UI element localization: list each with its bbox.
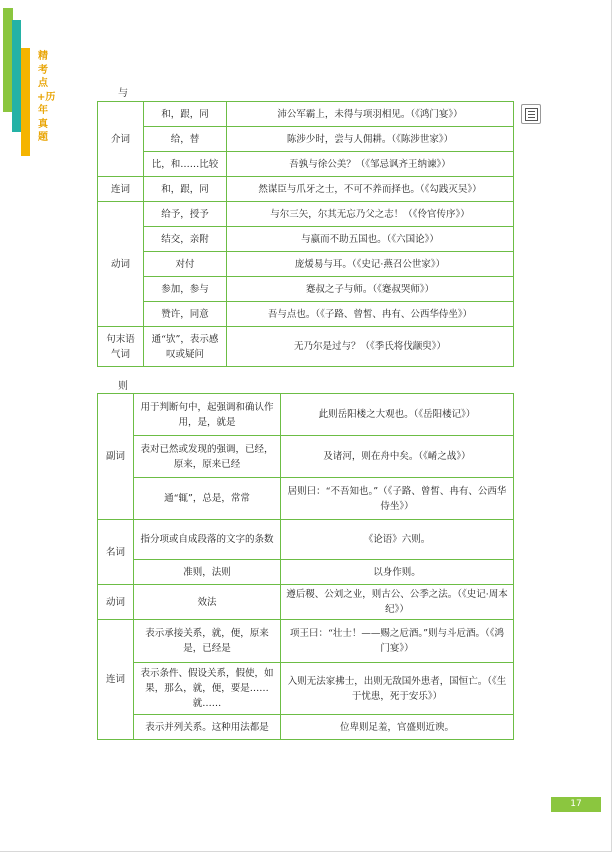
table-row xyxy=(98,102,514,127)
table-row xyxy=(98,177,514,202)
example-cell: 然谋臣与爪牙之士，不可不养而择也。（《勾践灭吴》） xyxy=(227,177,514,202)
meaning-cell: 参加，参与 xyxy=(144,277,227,302)
table-row xyxy=(98,520,514,560)
meaning-cell: 表示承接关系，就，便，原来是，已经是 xyxy=(134,620,281,663)
category-cell: 连词 xyxy=(98,177,144,202)
table-row xyxy=(98,394,514,436)
category-cell: 名词 xyxy=(98,520,134,585)
category-cell: 句末语气词 xyxy=(98,327,144,367)
meaning-cell: 用于判断句中，起强调和确认作用，是，就是 xyxy=(134,394,281,436)
meaning-cell: 结交，亲附 xyxy=(144,227,227,252)
meaning-cell: 对付 xyxy=(144,252,227,277)
example-cell: 及诸河，则在舟中矣。（《崤之战》） xyxy=(281,436,514,478)
page-number: 17 xyxy=(551,797,601,812)
meaning-cell: 和，跟，同 xyxy=(144,102,227,127)
example-cell: 入则无法家拂士，出则无敌国外患者，国恒亡。（《生于忧患，死于安乐》） xyxy=(281,663,514,715)
example-cell: 吾与点也。（《子路、曾皙、冉有、公西华侍坐》） xyxy=(227,302,514,327)
meaning-cell: 表示条件、假设关系，假使，如果，那么，就，便，要是……就…… xyxy=(134,663,281,715)
table-yu-body xyxy=(98,102,514,367)
table-row xyxy=(98,663,514,715)
meaning-cell: 给，替 xyxy=(144,127,227,152)
table-row xyxy=(98,327,514,367)
section-heading-ze: 则 xyxy=(118,381,128,392)
category-cell: 动词 xyxy=(98,585,134,620)
meaning-cell: 表对已然或发现的强调，已经，原来，原来已经 xyxy=(134,436,281,478)
example-cell: 沛公军霸上，未得与项羽相见。（《鸿门宴》） xyxy=(227,102,514,127)
category-cell: 动词 xyxy=(98,202,144,327)
example-cell: 蹇叔之子与师。（《蹇叔哭师》） xyxy=(227,277,514,302)
example-cell: 陈涉少时，尝与人佣耕。（《陈涉世家》） xyxy=(227,127,514,152)
category-cell: 连词 xyxy=(98,620,134,740)
table-yu xyxy=(97,101,514,367)
table-row xyxy=(98,436,514,478)
meaning-cell: 比，和……比较 xyxy=(144,152,227,177)
qr-code-icon[interactable] xyxy=(521,104,541,124)
example-cell: 与嬴而不助五国也。（《六国论》） xyxy=(227,227,514,252)
table-row xyxy=(98,202,514,227)
table-row xyxy=(98,152,514,177)
meaning-cell: 指分项或自成段落的文字的条数 xyxy=(134,520,281,560)
decor-bar-yellow xyxy=(21,48,30,156)
meaning-cell: 通“欤”，表示感叹或疑问 xyxy=(144,327,227,367)
example-cell: 项王曰：“壮士！——赐之卮酒。”则与斗卮酒。（《鸿门宴》） xyxy=(281,620,514,663)
side-title: 精考点+历年真题 xyxy=(37,51,56,143)
meaning-cell: 和，跟，同 xyxy=(144,177,227,202)
table-row xyxy=(98,715,514,740)
meaning-cell: 给予，授予 xyxy=(144,202,227,227)
table-row xyxy=(98,127,514,152)
meaning-cell: 通“辄”，总是，常常 xyxy=(134,478,281,520)
table-row xyxy=(98,620,514,663)
example-cell: 遵后稷、公刘之业，则古公、公季之法。（《史记·周本纪》） xyxy=(281,585,514,620)
example-cell: 与尔三矢，尔其无忘乃父之志！（《伶官传序》） xyxy=(227,202,514,227)
example-cell: 此则岳阳楼之大观也。（《岳阳楼记》） xyxy=(281,394,514,436)
example-cell: 无乃尔是过与？（《季氏将伐颛臾》） xyxy=(227,327,514,367)
example-cell: 《论语》六则。 xyxy=(281,520,514,560)
decor-bar-teal xyxy=(12,20,21,132)
table-row xyxy=(98,585,514,620)
table-row xyxy=(98,478,514,520)
meaning-cell: 赞许，同意 xyxy=(144,302,227,327)
table-row xyxy=(98,277,514,302)
example-cell: 庞煖易与耳。（《史记·燕召公世家》） xyxy=(227,252,514,277)
meaning-cell: 准则，法则 xyxy=(134,560,281,585)
example-cell: 居则曰：“不吾知也。”（《子路、曾皙、冉有、公西华侍坐》） xyxy=(281,478,514,520)
table-row xyxy=(98,227,514,252)
example-cell: 吾孰与徐公美？（《邹忌讽齐王纳谏》） xyxy=(227,152,514,177)
table-row xyxy=(98,252,514,277)
table-ze-body xyxy=(98,394,514,740)
table-ze xyxy=(97,393,514,740)
category-cell: 副词 xyxy=(98,394,134,520)
table-row xyxy=(98,560,514,585)
meaning-cell: 效法 xyxy=(134,585,281,620)
table-row xyxy=(98,302,514,327)
meaning-cell: 表示并列关系。这种用法都是 xyxy=(134,715,281,740)
category-cell: 介词 xyxy=(98,102,144,177)
example-cell: 位卑则足羞，官盛则近谀。 xyxy=(281,715,514,740)
example-cell: 以身作则。 xyxy=(281,560,514,585)
section-heading-yu: 与 xyxy=(118,88,128,99)
